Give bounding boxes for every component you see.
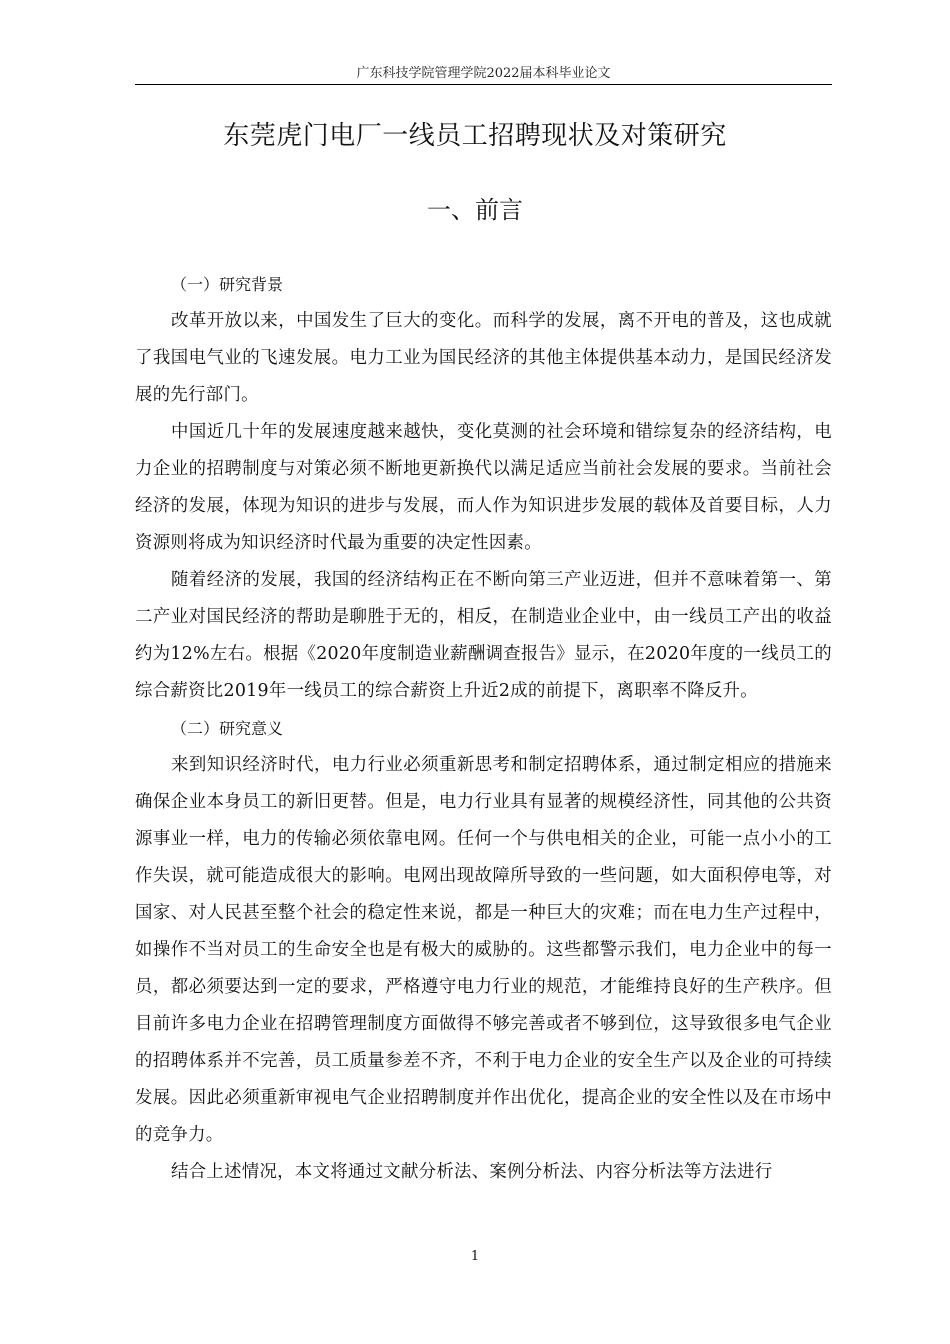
running-header-text: 广东科技学院管理学院2022届本科毕业论文 [356, 66, 611, 81]
running-header [135, 66, 832, 85]
paragraph: 中国近几十年的发展速度越来越快，变化莫测的社会环境和错综复杂的经济结构，电力企业的招聘制度与对策必须不断地更新换代以满足适应当前社会发展的要求。当前社会经济的发展，体现为知识的进步与发展，而人作为知识进步发展的载体及首要目标，人力资源则将成为知识经济时代最为重要的决定性因素。 [135, 422, 832, 553]
paragraph: 改革开放以来，中国发生了巨大的变化。而科学的发展，离不开电的普及，这也成就了我国电气业的飞速发展。电力工业为国民经济的其他主体提供基本动力，是国民经济发展的先行部门。 [135, 311, 832, 405]
paragraph: 来到知识经济时代，电力行业必须重新思考和制定招聘体系，通过制定相应的措施来确保企业本身员工的新旧更替。但是，电力行业具有显著的规模经济性，同其他的公共资源事业一样，电力的传输必须依靠电网。任何一个与供电相关的企业，可能一点小小的工作失误，就可能造成很大的影响。电网出现故障所导致的一些问题，如大面积停电等，对国家、对人民甚至整个社会的稳定性来说，都是一种巨大的灾难；而在电力生产过程中，如操作不当对员工的生命安全也是有极大的威胁的。这些都警示我们，电力企业中的每一员，都必须要达到一定的要求，严格遵守电力行业的规范，才能维持良好的生产秩序。但目前许多电力企业在招聘管理制度方面做得不够完善或者不够到位，这导致很多电气企业的招聘体系并不完善，员工质量参差不齐，不利于电力企业的安全生产以及企业的可持续发展。因此必须重新审视电气企业招聘制度并作出优化，提高企业的安全性以及在市场中的竞争力。 [135, 755, 832, 1145]
body-text [135, 266, 832, 1191]
section-heading-significance: （二）研究意义 [171, 719, 284, 738]
paragraph: 结合上述情况，本文将通过文献分析法、案例分析法、内容分析法等方法进行 [171, 1162, 773, 1182]
paragraph: 随着经济的发展，我国的经济结构正在不断向第三产业迈进，但并不意味着第一、第二产业对国民经济的帮助是聊胜于无的，相反，在制造业企业中，由一线员工产出的收益约为12%左右。根据《2020年度制造业薪酬调查报告》显示，在2020年度的一线员工的综合薪资比2019年一线员工的综合薪资上升近2成的前提下，离职率不降反升。 [135, 570, 832, 701]
page-number: 1 [470, 1249, 480, 1264]
chapter-heading: 一、前言 [427, 196, 523, 224]
section-heading-background: （一）研究背景 [171, 275, 284, 294]
paper-title: 东莞虎门电厂一线员工招聘现状及对策研究 [223, 121, 727, 151]
